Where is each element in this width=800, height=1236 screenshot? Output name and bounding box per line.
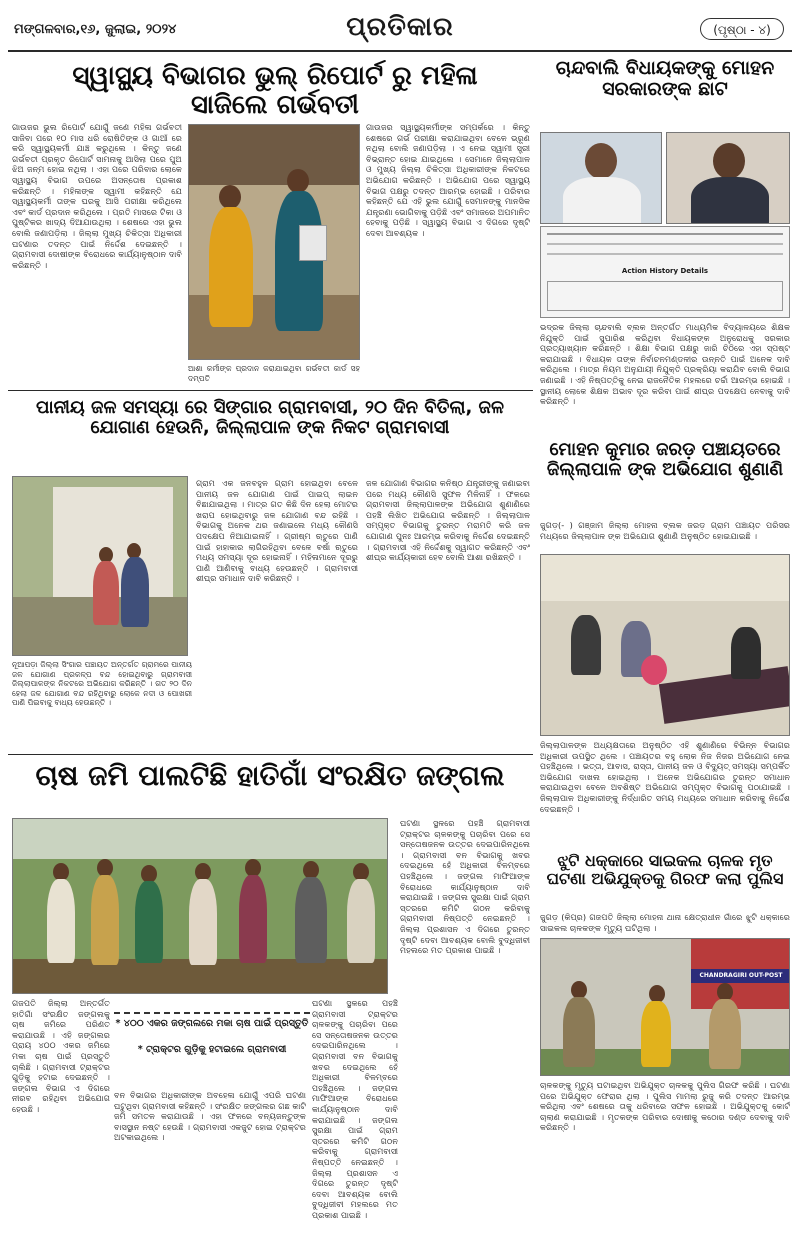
minister-photo: [666, 132, 790, 224]
story6-headline: ଝୁଟି ଧକ୍କାରେ ସାଇକଲ ଚାଳକ ମୃତ ଘଟଣା ଅଭିଯୁକ୍ତକୁ ଗିରଫ କଲା ପୁଲିସ: [546, 851, 784, 888]
story3-photo: [12, 476, 188, 656]
paper-name: ପ୍ରତିକାର: [346, 12, 454, 42]
story5-photo: [12, 818, 388, 994]
story5-col4: ଘଟଣା ସ୍ଥଳରେ ପହଞ୍ଚି ଗ୍ରାମବାସୀ ଟ୍ରାକ୍ଟର ଚାଳକଙ୍କୁ ପଚାରିବା ପରେ ସେ ସନ୍ତୋଷଜନକ ଉତ୍ତର ଦେଇପାରିନଥିଲେ । ଗ୍ରାମବାସୀ ବନ ବିଭାଗକୁ ଖବର ଦେଇଥିଲେ ହେଁ ଅଧିକାରୀ ବିଳମ୍ବରେ ପହଞ୍ଚିଥିଲେ । ଜଙ୍ଗଲ ମାଫିଆଙ୍କ ବିରୋଧରେ କାର୍ଯ୍ୟାନୁଷ୍ଠାନ ଦାବି କରାଯାଇଛି । ଜଙ୍ଗଲ ସୁରକ୍ଷା ପାଇଁ ଗ୍ରାମ ସ୍ତରରେ କମିଟି ଗଠନ କରିବାକୁ ଗ୍ରାମବାସୀ ନିଷ୍ପତ୍ତି ନେଇଛନ୍ତି । ଜିଲ୍ଲା ପ୍ରଶାସନ ଏ ଦିଗରେ ତୁରନ୍ତ ଦୃଷ୍ଟି ଦେବା ଆବଶ୍ୟକ ବୋଲି ବୁଦ୍ଧିଜୀବୀ ମହଲରେ ମତ ପ୍ରକାଶ ପାଇଛି ।: [400, 818, 530, 956]
story4-body: ଜିଲ୍ଲାପାଳଙ୍କ ଅଧ୍ୟକ୍ଷତାରେ ଅନୁଷ୍ଠିତ ଏହି ଶୁଣାଣିରେ ବିଭିନ୍ନ ବିଭାଗର ଅଧିକାରୀ ଉପସ୍ଥିତ ଥିଲେ । ପଞ୍ଚାୟତର ବହୁ ଲୋକ ନିଜ ନିଜର ଅଭିଯୋଗ ନେଇ ପହଞ୍ଚିଥିଲେ । ଭତ୍ତା, ଆବାସ, ରାସ୍ତା, ପାନୀୟ ଜଳ ଓ ବିଦ୍ୟୁତ୍ ସମସ୍ୟା ସମ୍ପର୍କିତ ଅଭିଯୋଗ ଦାଖଲ ହୋଇଥିଲା । ଅନେକ ଅଭିଯୋଗର ତୁରନ୍ତ ସମାଧାନ କରାଯାଇଥିବା ବେଳେ ଅବଶିଷ୍ଟ ଅଭିଯୋଗ ସମ୍ପୃକ୍ତ ବିଭାଗକୁ ପଠାଯାଇଛି । ଜିଲ୍ଲାପାଳ ଅଧିକାରୀଙ୍କୁ ନିର୍ଦ୍ଧାରିତ ସମୟ ମଧ୍ୟରେ ସମାଧାନ କରିବାକୁ ନିର୍ଦ୍ଦେଶ ଦେଇଛନ୍ତି ।: [540, 740, 790, 814]
official-document: [540, 226, 790, 318]
issue-date: ମଙ୍ଗଳବାର,୧୬, ଜୁଲାଇ, ୨୦୨୪: [14, 22, 177, 37]
story3-caption: ନୂଆପଡ଼ା ଜିଲ୍ଲା ସିଂଗାର ପଞ୍ଚାୟତ ଅନ୍ତର୍ଗତ ଗ୍ରାମରେ ପାନୀୟ ଜଳ ଯୋଗାଣ ପ୍ରକଳ୍ପ ବନ୍ଦ ହୋଇଥିବାରୁ ଗ୍ରାମବାସୀ ଜିଲ୍ଲାପାଳଙ୍କ ନିକଟରେ ଅଭିଯୋଗ କରିଛନ୍ତି । ଗତ ୨୦ ଦିନ ହେଲା ଜଳ ଯୋଗାଣ ବନ୍ଦ ରହିଥିବାରୁ ଲୋକେ ନଦୀ ଓ ପୋଖରୀ ପାଣି ପିଇବାକୁ ବାଧ୍ୟ ହେଉଛନ୍ତି ।: [12, 660, 192, 708]
story6-intro: ଜୁଗଡ଼ (କିପ୍ର) ଗଜପତି ଜିଲ୍ଲା ମୋହନା ଥାନା କ୍ଷେତ୍ରାଧୀନ ଗାଁରେ ଝୁଟି ଧକ୍କାରେ ସାଇକଲ ଚାଳକଙ୍କ ମୃତ୍ୟୁ ଘଟିଥିଲା ।: [540, 912, 790, 933]
story5-col2: ବନ ବିଭାଗର ଅଧିକାରୀଙ୍କ ଅବହେଳା ଯୋଗୁଁ ଏପରି ଘଟଣା ଘଟୁଥିବା ଗ୍ରାମବାସୀ କହିଛନ୍ତି । ସଂରକ୍ଷିତ ଜଙ୍ଗଲର ଗଛ କାଟି ଜମି ସମତଳ କରାଯାଉଛି । ଏହା ଫଳରେ ବନ୍ୟଜନ୍ତୁଙ୍କ ବାସସ୍ଥାନ ନଷ୍ଟ ହେଉଛି । ଗ୍ରାମବାସୀ ଏକଜୁଟ ହୋଇ ଟ୍ରାକ୍ଟର ଅଟକାଇଥିଲେ ।: [114, 1090, 306, 1143]
story1-col3: ଗାଉଜର ସ୍ୱାସ୍ଥ୍ୟକର୍ମୀଙ୍କ ସମ୍ପର୍କରେ । କିନ୍ତୁ ଶେଷରେ ଗର୍ଭ ପରୀକ୍ଷା କରାଯାଇଥିବା ବେଳେ ଭ୍ରୂଣ ନଥିଲା ବୋଲି ଜଣାପଡ଼ିଲା । ଏ ନେଇ ସ୍ୱାମୀ ସ୍ତ୍ରୀ ବିଭ୍ରାନ୍ତ ହୋଇ ଯାଇଥିଲେ । ସେମାନେ ଜିଲ୍ଲାପାଳ ଓ ମୁଖ୍ୟ ଜିଲ୍ଲା ଚିକିତ୍ସା ଅଧିକାରୀଙ୍କ ନିକଟରେ ଅଭିଯୋଗ କରିଛନ୍ତି । ଅଭିଯୋଗ ପରେ ସ୍ୱାସ୍ଥ୍ୟ ବିଭାଗ ପକ୍ଷରୁ ତଦନ୍ତ ଆରମ୍ଭ ହୋଇଛି । ପରିବାର କହିଛନ୍ତି ଯେ ଏହି ଭୁଲ ଯୋଗୁଁ ସେମାନଙ୍କୁ ମାନସିକ ଯନ୍ତ୍ରଣା ଭୋଗିବାକୁ ପଡ଼ିଛି ଏବଂ ସମାଜରେ ଅପମାନିତ ହେବାକୁ ପଡ଼ିଛି । ସ୍ୱାସ୍ଥ୍ୟ ବିଭାଗ ଏ ଦିଗରେ ଦୃଷ୍ଟି ଦେବା ଆବଶ୍ୟକ ।: [366, 122, 530, 238]
story3-col3: ଜଳ ଯୋଗାଣ ବିଭାଗର କନିଷ୍ଠ ଯନ୍ତ୍ରୀଙ୍କୁ ଜଣାଇବା ପରେ ମଧ୍ୟ କୌଣସି ସୁଫଳ ମିଳିନାହିଁ । ଫଳରେ ଗ୍ରାମବାସୀ ଜିଲ୍ଲାପାଳଙ୍କ ଅଭିଯୋଗ ଶୁଣାଣିରେ ପହଞ୍ଚି ଲିଖିତ ଅଭିଯୋଗ କରିଛନ୍ତି । ଜିଲ୍ଲାପାଳ ସମ୍ପୃକ୍ତ ବିଭାଗକୁ ତୁରନ୍ତ ମରାମତି କରି ଜଳ ଯୋଗାଣ ପୁନଃ ଆରମ୍ଭ କରିବାକୁ ନିର୍ଦ୍ଦେଶ ଦେଇଛନ୍ତି । ଗ୍ରାମବାସୀ ଏହି ନିର୍ଦ୍ଦେଶକୁ ସ୍ୱାଗତ କରିଛନ୍ତି ଏବଂ ଶୀଘ୍ର କାର୍ଯ୍ୟକାରୀ ହେବ ବୋଲି ଆଶା ରଖିଛନ୍ତି ।: [366, 478, 530, 563]
story1-col1: ଗାଉଜର ଭୁଲ ରିପୋର୍ଟ ଯୋଗୁଁ ଜଣେ ମହିଳା ଗର୍ଭବତୀ ସାଜିବା ପରେ ୧୦ ମାସ ଧରି ରୋଷିତିଙ୍କ ଓ ଗାଆଁ ରେ କରି ସ୍ୱାସ୍ଥ୍ୟକର୍ମୀ ଯାଞ୍ଚ କରୁଥିଲେ । କିନ୍ତୁ ଜଣେ ଗର୍ଭବତୀ ପ୍ରକୃତ ରିପୋର୍ଟ ସାମନାକୁ ଆସିଲା ପରେ ପୁଅ ଝିଅ ଜନ୍ମ ହୋଇ ନଥିଲା । ଏହା ପରେ ପରିବାର ଲୋକେ ସ୍ୱାସ୍ଥ୍ୟ ବିଭାଗ ଉପରେ ଅସନ୍ତୋଷ ପ୍ରକାଶ କରିଛନ୍ତି । ମହିଳାଙ୍କ ସ୍ୱାମୀ କହିଛନ୍ତି ଯେ ସ୍ୱାସ୍ଥ୍ୟକର୍ମୀ ତାଙ୍କ ଘରକୁ ଆସି ପରୀକ୍ଷା କରିଥିଲେ ଏବଂ କାର୍ଡ ପ୍ରଦାନ କରିଥିଲେ । ପ୍ରତି ମାସରେ ଟିକା ଓ ପୁଷ୍ଟିକର ଖାଦ୍ୟ ଦିଆଯାଉଥିଲା । ଶେଷରେ ଏହା ଭୁଲ ବୋଲି ଜଣାପଡ଼ିଲା । ଜିଲ୍ଲା ମୁଖ୍ୟ ଚିକିତ୍ସା ଅଧିକାରୀ ଘଟଣାର ତଦନ୍ତ ପାଇଁ ନିର୍ଦ୍ଦେଶ ଦେଇଛନ୍ତି । ଗ୍ରାମବାସୀ ଦୋଷୀଙ୍କ ବିରୋଧରେ କାର୍ଯ୍ୟାନୁଷ୍ଠାନ ଦାବି କରିଛନ୍ତି ।: [12, 122, 182, 270]
masthead: [0, 0, 800, 58]
story2-headline: ଚାନ୍ଦବାଲି ବିଧାୟକଙ୍କୁ ମୋହନ ସରକାରଙ୍କ ଛାଟ: [555, 57, 775, 101]
story3-headline: ପାନୀୟ ଜଳ ସମସ୍ୟା ରେ ସିଙ୍ଗାର ଗ୍ରାମବାସୀ, ୨୦ ଦିନ ବିତିଲା, ଜଳ ଯୋଗାଣ ହେଉନି, ଜିଲ୍ଲାପାଳ ଙ୍କ ନିକଟ ଗ୍ରାମବାସୀ: [36, 397, 504, 439]
story6-photo: [540, 938, 790, 1076]
story6-body: ଚାଳକଙ୍କୁ ମୃତ୍ୟୁ ଘଟାଇଥିବା ଅଭିଯୁକ୍ତ ଚାଳକକୁ ପୁଲିସ ଗିରଫ କରିଛି । ଘଟଣା ପରେ ଅଭିଯୁକ୍ତ ଫେରାର ଥିଲା । ପୁଲିସ ମାମଲା ରୁଜୁ କରି ତଦନ୍ତ ଆରମ୍ଭ କରିଥିଲା ଏବଂ ଶେଷରେ ତାକୁ ଧରିବାରେ ସଫଳ ହୋଇଛି । ଅଭିଯୁକ୍ତକୁ କୋର୍ଟ ଚାଲାଣ କରାଯାଇଛି । ମୃତକଙ୍କ ପରିବାର ଦୋଷୀକୁ କଠୋର ଦଣ୍ଡ ଦେବାକୁ ଦାବି କରିଛନ୍ତି ।: [540, 1080, 790, 1133]
story2-body: ଭଦ୍ରକ ଜିଲ୍ଲା ଚାନ୍ଦବାଲି ବ୍ଲକ ଅନ୍ତର୍ଗତ ମାଧ୍ୟମିକ ବିଦ୍ୟାଳୟରେ ଶିକ୍ଷକ ନିଯୁକ୍ତି ପାଇଁ ସୁପାରିଶ କରିଥିବା ବିଧାୟକଙ୍କ ଅନୁରୋଧକୁ ସରକାର ପ୍ରତ୍ୟାଖ୍ୟାନ କରିଛନ୍ତି । ଶିକ୍ଷା ବିଭାଗ ପକ୍ଷରୁ ଜାରି ଚିଠିରେ ଏହା ସ୍ପଷ୍ଟ କରାଯାଇଛି । ବିଧାୟକ ତାଙ୍କ ନିର୍ବାଚନମଣ୍ଡଳୀର ଉନ୍ନତି ପାଇଁ ଅନେକ ଦାବି କରିଥିଲେ । ମାତ୍ର ନିୟମ ଅନୁଯାୟୀ ନିଯୁକ୍ତି ପ୍ରକ୍ରିୟା କରାଯିବ ବୋଲି ବିଭାଗ ଜଣାଇଛି । ଏହି ନିଷ୍ପତ୍ତିକୁ ନେଇ ରାଜନୈତିକ ମହଲରେ ଚର୍ଚ୍ଚା ଆରମ୍ଭ ହୋଇଛି । ସ୍ଥାନୀୟ ଲୋକେ ଶିକ୍ଷକ ଅଭାବ ଦୂର କରିବା ପାଇଁ ଶୀଘ୍ର ପଦକ୍ଷେପ ନେବାକୁ ଦାବି କରିଛନ୍ତି ।: [540, 322, 790, 407]
story1-photo-caption: ଆଶା କର୍ମୀଙ୍କ ପ୍ରଦାନ କରାଯାଇଥିବା ଗର୍ଭବତୀ କାର୍ଡ ସହ ଦମ୍ପତି: [188, 364, 360, 383]
story4-photo: [540, 554, 790, 736]
page-number: (ପୃଷ୍ଠା - ୪): [700, 18, 784, 40]
story5-col1: ଗଜପତି ଜିଲ୍ଲା ଅନ୍ତର୍ଗତ ହାତିଗାଁ ସଂରକ୍ଷିତ ଜଙ୍ଗଲକୁ ଚାଷ ଜମିରେ ପରିଣତ କରାଯାଉଛି । ଏହି ଜଙ୍ଗଲର ପ୍ରାୟ ୪୦୦ ଏକର ଜମିରେ ମକା ଚାଷ ପାଇଁ ପ୍ରସ୍ତୁତି ଚାଲିଛି । ଗ୍ରାମବାସୀ ଟ୍ରାକ୍ଟର ଗୁଡ଼ିକୁ ହଟାଇ ଦେଇଛନ୍ତି । ଜଙ୍ଗଲ ବିଭାଗ ଏ ଦିଗରେ ନୀରବ ରହିଥିବା ଅଭିଯୋଗ ହେଉଛି ।: [12, 998, 110, 1114]
masthead-rule: [8, 50, 792, 52]
story1-headline: ସ୍ୱାସ୍ଥ୍ୟ ବିଭାଗର ଭୁଲ୍ ରିପୋର୍ଟ ରୁ ମହିଳା ସାଜିଲେ ଗର୍ଭବତୀ: [72, 61, 478, 121]
story5-headline: ଚାଷ ଜମି ପାଲଟିଛି ହାତିଗାଁ ସଂରକ୍ଷିତ ଜଙ୍ଗଲ: [35, 759, 505, 792]
story4-headline: ମୋହନ କୁମାର ଜରଡ଼ ପଞ୍ଚାୟତରେ ଜିଲ୍ଲାପାଳ ଙ୍କ ଅଭିଯୋଗ ଶୁଣାଣି: [546, 439, 784, 481]
callout-line-2: * ଟ୍ରାକ୍ଟର ଗୁଡ଼ିକୁ ହଟାଇଲେ ଗ୍ରାମବାସୀ: [137, 1044, 287, 1055]
police-post-sign: CHANDRAGIRI OUT-POST: [691, 969, 790, 983]
story1-photo: [188, 124, 360, 360]
mla-photo: [540, 132, 662, 224]
story4-intro: ଜୁଗଡ଼(- ) ଗଞ୍ଜାମ ଜିଲ୍ଲା ମୋହନା ବ୍ଲକ ଜରଡ଼ ଗ୍ରାମ ପଞ୍ଚାୟତ ପରିସର ମଧ୍ୟରେ ଜିଲ୍ଲାପାଳ ଙ୍କ ଅଭିଯୋଗ ଶୁଣାଣି ଅନୁଷ୍ଠିତ ହୋଇଯାଇଛି ।: [540, 520, 790, 541]
document-title: Action History Details: [621, 267, 709, 275]
story5-col3: ଘଟଣା ସ୍ଥଳରେ ପହଞ୍ଚି ଗ୍ରାମବାସୀ ଟ୍ରାକ୍ଟର ଚାଳକଙ୍କୁ ପଚାରିବା ପରେ ସେ ସନ୍ତୋଷଜନକ ଉତ୍ତର ଦେଇପାରିନଥିଲେ । ଗ୍ରାମବାସୀ ବନ ବିଭାଗକୁ ଖବର ଦେଇଥିଲେ ହେଁ ଅଧିକାରୀ ବିଳମ୍ବରେ ପହଞ୍ଚିଥିଲେ । ଜଙ୍ଗଲ ମାଫିଆଙ୍କ ବିରୋଧରେ କାର୍ଯ୍ୟାନୁଷ୍ଠାନ ଦାବି କରାଯାଇଛି । ଜଙ୍ଗଲ ସୁରକ୍ଷା ପାଇଁ ଗ୍ରାମ ସ୍ତରରେ କମିଟି ଗଠନ କରିବାକୁ ଗ୍ରାମବାସୀ ନିଷ୍ପତ୍ତି ନେଇଛନ୍ତି । ଜିଲ୍ଲା ପ୍ରଶାସନ ଏ ଦିଗରେ ତୁରନ୍ତ ଦୃଷ୍ଟି ଦେବା ଆବଶ୍ୟକ ବୋଲି ବୁଦ୍ଧିଜୀବୀ ମହଲରେ ମତ ପ୍ରକାଶ ପାଇଛି ।: [312, 998, 398, 1220]
story3-col2: ଗ୍ରାମ ଏକ ଜନବହୁଳ ଗ୍ରାମ ହୋଇଥିବା ବେଳେ ପାନୀୟ ଜଳ ଯୋଗାଣ ପାଇଁ ପାଇପ୍ ଲାଇନ ବିଛାଯାଇଥିଲା । ମାତ୍ର ଗତ କିଛି ଦିନ ହେଲା ମୋଟର ଖରାପ ହୋଇଥିବାରୁ ଜଳ ଯୋଗାଣ ବନ୍ଦ ରହିଛି । ବିଭାଗକୁ ଅନେକ ଥର ଜଣାଇଲେ ମଧ୍ୟ କୌଣସି ପଦକ୍ଷେପ ନିଆଯାଇନାହିଁ । ଗ୍ରୀଷ୍ମ ଋତୁରେ ପାଣି ପାଇଁ ହାହାକାର ଲାଗିରହିଥିବା ବେଳେ ବର୍ଷା ଋତୁରେ ମଧ୍ୟ ସମସ୍ୟା ଦୂର ହୋଇନାହିଁ । ମହିଳାମାନେ ଦୂରରୁ ପାଣି ଆଣିବାକୁ ବାଧ୍ୟ ହେଉଛନ୍ତି । ଗ୍ରାମବାସୀ ଶୀଘ୍ର ସମାଧାନ ଦାବି କରିଛନ୍ତି ।: [196, 478, 358, 584]
callout-line-1: * ୪୦୦ ଏକର ଜଙ୍ଗଲରେ ମକା ଚାଷ ପାଇଁ ପ୍ରସ୍ତୁତି: [115, 1018, 309, 1029]
story5-callout: [114, 1012, 310, 1064]
